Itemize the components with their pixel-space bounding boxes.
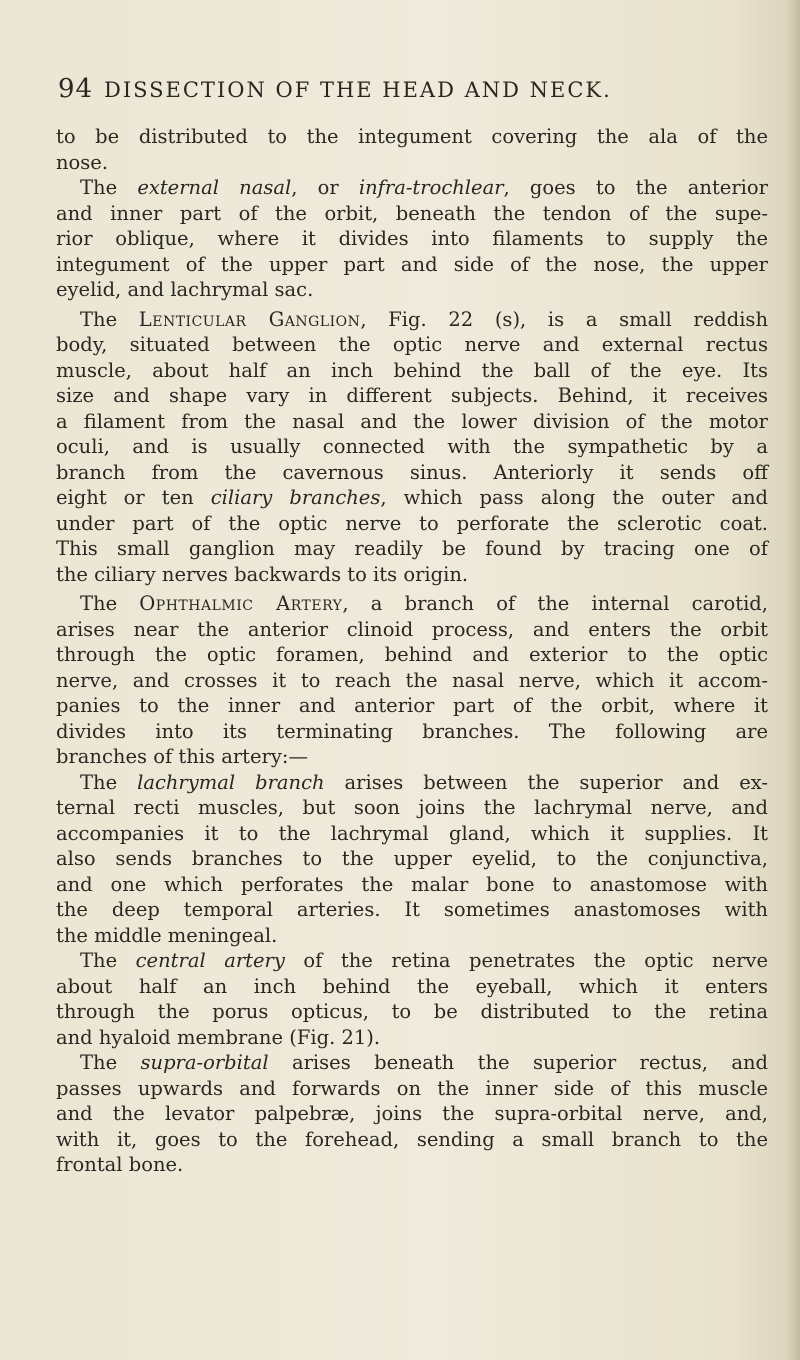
text-segment: also sends branches to the upper eyelid, to the conjunctiva, [56, 847, 768, 870]
text-segment: and one which perforates the malar bone to anastomose with [56, 872, 768, 896]
italic-term: supra-orbital [140, 1051, 269, 1074]
italic-term: lachrymal branch [137, 770, 325, 794]
text-segment: and hyaloid membrane (Fig. 21). [56, 1025, 381, 1049]
text-line [56, 1050, 768, 1076]
text-line [56, 1127, 768, 1153]
text-segment: The [80, 176, 138, 199]
text-segment: panies to the inner and anterior part of the orbit, where it [56, 694, 768, 717]
text-line [56, 358, 768, 384]
text-line [56, 948, 768, 974]
page-header [58, 74, 748, 114]
text-line [56, 693, 768, 719]
text-line [56, 642, 768, 668]
text-line [56, 719, 768, 745]
body-text [56, 124, 768, 1178]
text-segment: with it, goes to the forehead, sending a small branch to the [56, 1127, 768, 1151]
text-segment: rior oblique, where it divides into filaments to supply the [56, 227, 768, 250]
text-line [56, 124, 768, 150]
text-segment: divides into its terminating branches. The following are [56, 719, 768, 743]
text-segment: to be distributed to the integument covering the ala of the [56, 125, 768, 148]
text-segment: , which pass along the outer and [380, 486, 769, 509]
italic-term: external nasal [137, 176, 292, 199]
text-line [56, 617, 768, 643]
text-segment: the ciliary nerves backwards to its origin. [56, 562, 469, 586]
text-line [56, 150, 768, 176]
text-segment: , Fig. 22 (s), is a small reddish [360, 307, 768, 331]
text-segment: and inner part of the orbit, beneath the tendon of the supe- [56, 201, 768, 225]
text-segment: muscle, about half an inch behind the ball of the eye. Its [56, 358, 768, 382]
text-line [56, 460, 768, 486]
small-caps-term: Lenticular Ganglion [138, 307, 361, 331]
text-segment: , or [291, 176, 359, 199]
text-segment: , a branch of the internal carotid, [342, 592, 768, 615]
text-segment: arises between the superior and ex- [324, 770, 768, 794]
text-line [56, 252, 768, 278]
text-line [56, 846, 768, 872]
text-line [56, 536, 768, 562]
text-segment: branches of this artery:— [56, 745, 308, 768]
text-segment: The [80, 949, 136, 972]
text-line [56, 974, 768, 1000]
text-segment: about half an inch behind the eyeball, which it enters [56, 974, 768, 998]
text-segment: and the levator palpebræ, joins the supra-orbital nerve, and, [56, 1102, 768, 1125]
text-line [56, 409, 768, 435]
text-segment: under part of the optic nerve to perforate the sclerotic coat. [56, 511, 768, 535]
text-segment: the deep temporal arteries. It sometimes anastomoses with [56, 898, 768, 921]
italic-term: ciliary branches [210, 486, 381, 509]
running-head: DISSECTION OF THE HEAD AND NECK. [104, 78, 612, 102]
text-line [56, 1101, 768, 1127]
italic-term: central artery [135, 949, 285, 972]
text-segment: oculi, and is usually connected with the sympathetic by a [56, 435, 768, 458]
small-caps-term: Ophthalmic Artery [139, 592, 343, 615]
page-number: 94 [58, 74, 94, 104]
text-segment: ternal recti muscles, but soon joins the lachrymal nerve, and [56, 796, 768, 819]
text-line [56, 923, 768, 949]
text-segment: frontal bone. [56, 1153, 184, 1176]
text-segment: eyelid, and lachrymal sac. [56, 278, 314, 301]
text-line [56, 277, 768, 303]
text-line [56, 668, 768, 694]
text-line [56, 591, 768, 617]
text-line [56, 383, 768, 409]
text-line [56, 795, 768, 821]
text-segment: , goes to the anterior [503, 176, 768, 199]
text-segment: branch from the cavernous sinus. Anteriorly it sends off [56, 460, 768, 484]
text-line [56, 175, 768, 201]
text-line [56, 1152, 768, 1178]
text-line [56, 1025, 768, 1051]
page-edge-shadow [786, 0, 800, 1360]
text-segment: The [80, 592, 140, 615]
text-segment: accompanies it to the lachrymal gland, which it supplies. It [56, 821, 768, 845]
text-segment: the middle meningeal. [56, 923, 278, 947]
text-segment: through the optic foramen, behind and exterior to the optic [56, 643, 768, 666]
text-line [56, 562, 768, 588]
text-line [56, 770, 768, 796]
text-segment: of the retina penetrates the optic nerve [284, 949, 768, 972]
text-segment: eight or ten [56, 486, 211, 509]
text-segment: size and shape vary in different subjects. Behind, it receives [56, 384, 768, 407]
italic-term: infra-trochlear [358, 176, 504, 199]
text-line [56, 434, 768, 460]
text-line [56, 307, 768, 333]
text-line [56, 821, 768, 847]
text-line [56, 744, 768, 770]
text-segment: body, situated between the optic nerve and external rectus [56, 333, 768, 356]
text-segment: This small ganglion may readily be found by tracing one of [56, 537, 768, 560]
text-line [56, 511, 768, 537]
text-segment: a filament from the nasal and the lower division of the motor [56, 409, 768, 433]
text-line [56, 485, 768, 511]
text-line [56, 226, 768, 252]
text-line [56, 332, 768, 358]
text-segment: arises beneath the superior rectus, and [268, 1051, 768, 1074]
text-segment: integument of the upper part and side of the nose, the upper [56, 252, 768, 276]
text-segment: nerve, and crosses it to reach the nasal nerve, which it accom- [56, 668, 768, 692]
text-line [56, 872, 768, 898]
text-segment: The [80, 307, 139, 331]
text-segment: through the porus opticus, to be distributed to the retina [56, 1000, 768, 1023]
text-segment: passes upwards and forwards on the inner side of this muscle [56, 1076, 768, 1100]
text-line [56, 201, 768, 227]
text-line [56, 999, 768, 1025]
text-segment: nose. [56, 150, 109, 174]
text-line [56, 1076, 768, 1102]
text-line [56, 897, 768, 923]
text-segment: The [80, 1051, 141, 1074]
text-segment: arises near the anterior clinoid process, and enters the orbit [56, 617, 768, 641]
text-segment: The [80, 770, 138, 794]
